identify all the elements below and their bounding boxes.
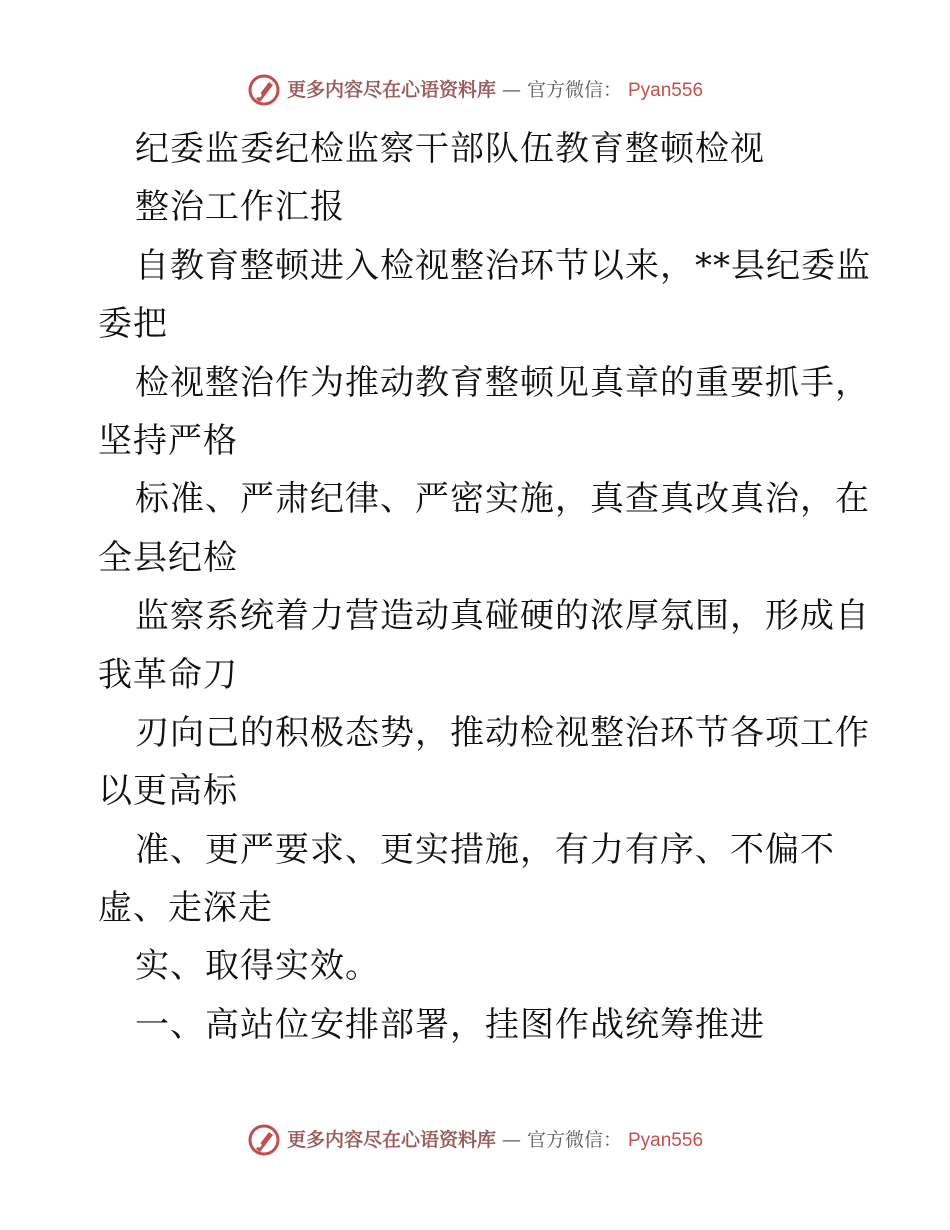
document-body xyxy=(98,120,871,1054)
paragraph-line: 准、更严要求、更实措施，有力有序、不偏不 xyxy=(135,829,835,870)
paragraph-line: 委把 xyxy=(98,304,168,345)
title-line-2: 整治工作汇报 xyxy=(135,187,345,228)
paragraph-line: 自教育整顿进入检视整治环节以来，**县纪委监 xyxy=(135,245,871,286)
watermark-label: 官方微信： xyxy=(526,78,622,101)
watermark-id: Pyan556 xyxy=(628,79,704,101)
paragraph-line: 标准、严肃纪律、严密实施，真查真改真治，在 xyxy=(135,479,870,520)
watermark-main-text: 更多内容尽在心语资料库 xyxy=(286,78,496,101)
paragraph-line: 刃向己的积极态势，推动检视整治环节各项工作 xyxy=(135,712,870,753)
paragraph-line: 实、取得实效。 xyxy=(135,946,380,987)
watermark-label: 官方微信： xyxy=(526,1128,622,1151)
watermark-dash: — xyxy=(501,1128,521,1151)
paragraph-line: 虚、走深走 xyxy=(98,888,273,929)
paragraph-line: 坚持严格 xyxy=(98,420,238,461)
paragraph-line: 全县纪检 xyxy=(98,537,238,578)
title-line-1: 纪委监委纪检监察干部队伍教育整顿检视 xyxy=(135,129,765,169)
footer-watermark xyxy=(0,1120,950,1160)
watermark-main-text: 更多内容尽在心语资料库 xyxy=(286,1128,496,1151)
red-circle-pen-logo-icon xyxy=(247,1123,281,1157)
paragraph-line: 我革命刀 xyxy=(98,654,238,695)
paragraph-line: 检视整治作为推动教育整顿见真章的重要抓手， xyxy=(135,362,870,403)
header-watermark xyxy=(0,70,950,110)
paragraph-line: 监察系统着力营造动真碰硬的浓厚氛围，形成自 xyxy=(135,596,870,637)
paragraph-line: 以更高标 xyxy=(98,771,238,812)
watermark-dash: — xyxy=(501,78,521,101)
section-heading: 一、高站位安排部署，挂图作战统筹推进 xyxy=(135,1004,765,1045)
red-circle-pen-logo-icon xyxy=(247,73,281,107)
watermark-id: Pyan556 xyxy=(628,1129,704,1151)
